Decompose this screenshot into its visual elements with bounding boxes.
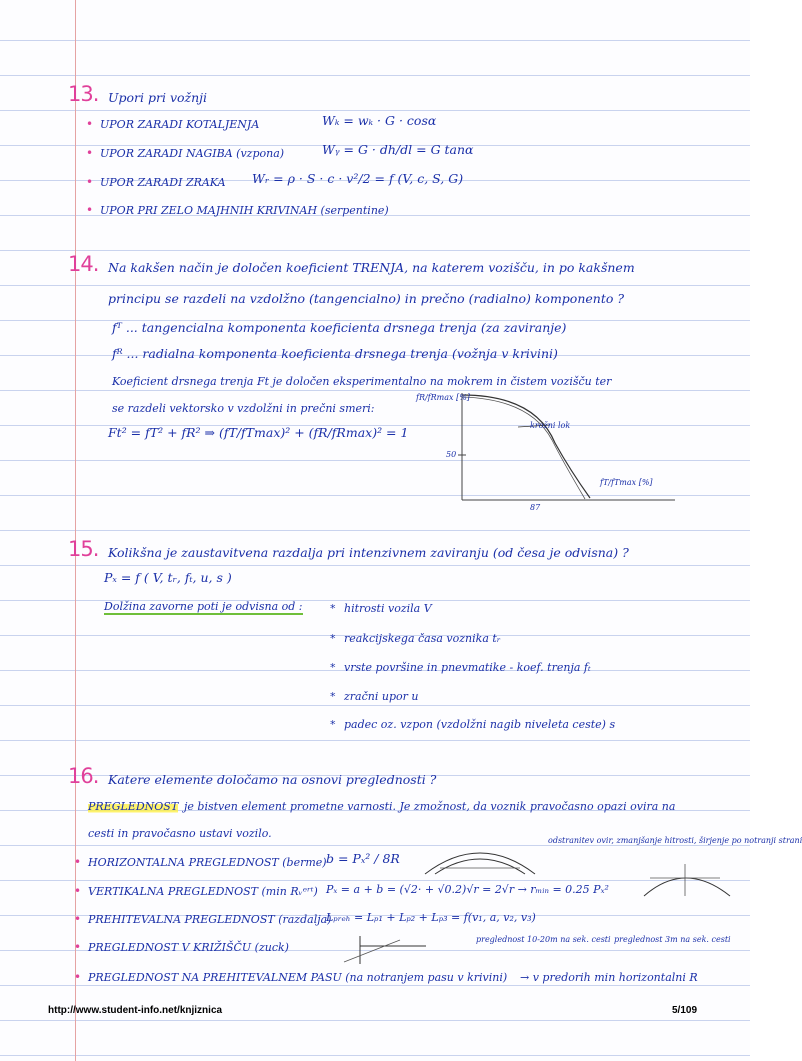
star-bullet-icon: * (330, 661, 336, 674)
star-bullet-icon: * (330, 632, 336, 645)
q16-definition-line1: je bistven element prometne varnosti. Je zmožnost, da voznik pravočasno opazi ovira na (184, 800, 676, 813)
crossing-sketch (340, 932, 430, 966)
q16-number: 16. (68, 764, 99, 788)
graph-x-axis-label: fT/fTmax [%] (600, 478, 653, 487)
star-bullet-icon: * (330, 718, 336, 731)
q15-factor: padec oz. vzpon (vzdolžni nagib niveleta ceste) s (344, 718, 616, 731)
q13-item-label: UPOR ZARADI NAGIBA (vzpona) (100, 147, 285, 160)
q13-title: Upori pri vožnji (108, 90, 208, 105)
q13-item-formula: Wᵧ = G · dh/dl = G tanα (322, 142, 474, 157)
q16-item-formula: b = Pₓ² / 8R (326, 851, 400, 866)
horizontal-visibility-sketch (420, 838, 540, 878)
q15-number: 15. (68, 537, 99, 561)
q16-item-formula: Pₓ = a + b = (√2· + √0.2)√r = 2√r → rₘᵢₙ = 0.25 Pₓ² (326, 883, 609, 896)
star-bullet-icon: * (330, 690, 336, 703)
q15-dependency-label: Dolžina zavorne poti je odvisna od : (104, 600, 303, 613)
q13-item-formula: Wₖ = wₖ · G · cosα (322, 113, 437, 128)
q14-ft-definition: fᵀ ... tangencialna komponenta koeficienta drsnega trenja (za zaviranje) (112, 320, 567, 335)
bullet-icon: • (86, 175, 94, 189)
footer-url: http://www.student-info.net/knjiznica (48, 1005, 223, 1016)
q15-factor: zračni upor u (344, 690, 419, 703)
q14-explanation-line1: Koeficient drsnega trenja Ft je določen eksperimentalno na mokrem in čistem vozišču ter (112, 375, 612, 388)
q14-number: 14. (68, 252, 99, 276)
q15-factor: reakcijskega časa voznika tᵣ (344, 632, 501, 645)
q15-factor: vrste površine in pnevmatike - koef. trenja fₜ (344, 661, 591, 674)
bullet-icon: • (74, 855, 82, 869)
q16-definition-term: PREGLEDNOST (88, 800, 179, 813)
q13-item-formula: Wᵣ = ρ · S · c · v²/2 = f (V, c, S, G) (252, 171, 464, 186)
q16-item-label: PREHITEVALNA PREGLEDNOST (razdalja) (88, 913, 332, 926)
q16-item-label: VERTIKALNA PREGLEDNOST (min Rᵥᵉʳᵗ) (88, 885, 318, 898)
q16-item-formula: Lₚᵣₑₕ = Lₚ₁ + Lₚ₂ + Lₚ₃ = f(v₁, a, v₂, v₃) (326, 911, 536, 924)
q15-factor: hitrosti vozila V (344, 602, 432, 615)
q13-item-label: UPOR ZARADI ZRAKA (100, 176, 226, 189)
bullet-icon: • (74, 912, 82, 926)
bullet-icon: • (86, 203, 94, 217)
q16-item-label: PREGLEDNOST NA PREHITEVALNEM PASU (na notranjem pasu v krivini) (88, 971, 508, 984)
q14-question-line2: principu se razdeli na vzdolžno (tangencialno) in prečno (radialno) komponento ? (108, 291, 625, 306)
q16-item-label: HORIZONTALNA PREGLEDNOST (berme) (88, 856, 327, 869)
q13-item-label: UPOR PRI ZELO MAJHNIH KRIVINAH (serpentine) (100, 204, 389, 217)
q16-item-label: PREGLEDNOST V KRIŽIŠČU (zuck) (88, 941, 289, 954)
friction-circle-graph (440, 385, 690, 525)
q14-explanation-line2: se razdeli vektorsko v vzdolžni in prečni smeri: (112, 402, 375, 415)
q14-fr-definition: fᴿ ... radialna komponenta koeficienta drsnega trenja (vožnja v krivini) (112, 346, 558, 361)
q14-question-line1: Na kakšen način je določen koeficient TRENJA, na katerem vozišču, in po kakšnem (108, 260, 635, 275)
q13-item-label: UPOR ZARADI KOTALJENJA (100, 118, 260, 131)
bullet-icon: • (74, 970, 82, 984)
bullet-icon: • (86, 117, 94, 131)
q14-equation: Ft² = fT² + fR² ⇒ (fT/fTmax)² + (fR/fRmax)² = 1 (108, 425, 409, 440)
bullet-icon: • (74, 940, 82, 954)
graph-y-axis-label: fR/fRmax [%] (416, 393, 470, 402)
q16-crossing-note: preglednost 3m na sek. cesti (614, 935, 731, 944)
q16-crossing-note: preglednost 10-20m na sek. cesti (476, 935, 611, 944)
vertical-visibility-sketch (640, 858, 740, 900)
graph-y-tick: 50 (446, 450, 457, 459)
graph-x-tick: 87 (530, 503, 541, 512)
q16-question: Katere elemente določamo na osnovi preglednosti ? (108, 772, 437, 787)
graph-curve-label: krožni lok (530, 421, 571, 430)
q16-note: odstranitev ovir, zmanjšanje hitrosti, širjenje po notranji strani (548, 836, 802, 845)
star-bullet-icon: * (330, 602, 336, 615)
bullet-icon: • (86, 146, 94, 160)
q15-question: Kolikšna je zaustavitvena razdalja pri intenzivnem zaviranju (od česa je odvisna) ? (108, 545, 629, 560)
q16-definition-line2: cesti in pravočasno ustavi vozilo. (88, 827, 272, 840)
q15-formula: Pₓ = f ( V, tᵣ, fₜ, u, s ) (104, 570, 232, 585)
footer-page-number: 5/109 (672, 1005, 698, 1016)
q13-number: 13. (68, 82, 99, 106)
bullet-icon: • (74, 884, 82, 898)
q16-item-formula: → v predorih min horizontalni R (520, 971, 698, 984)
